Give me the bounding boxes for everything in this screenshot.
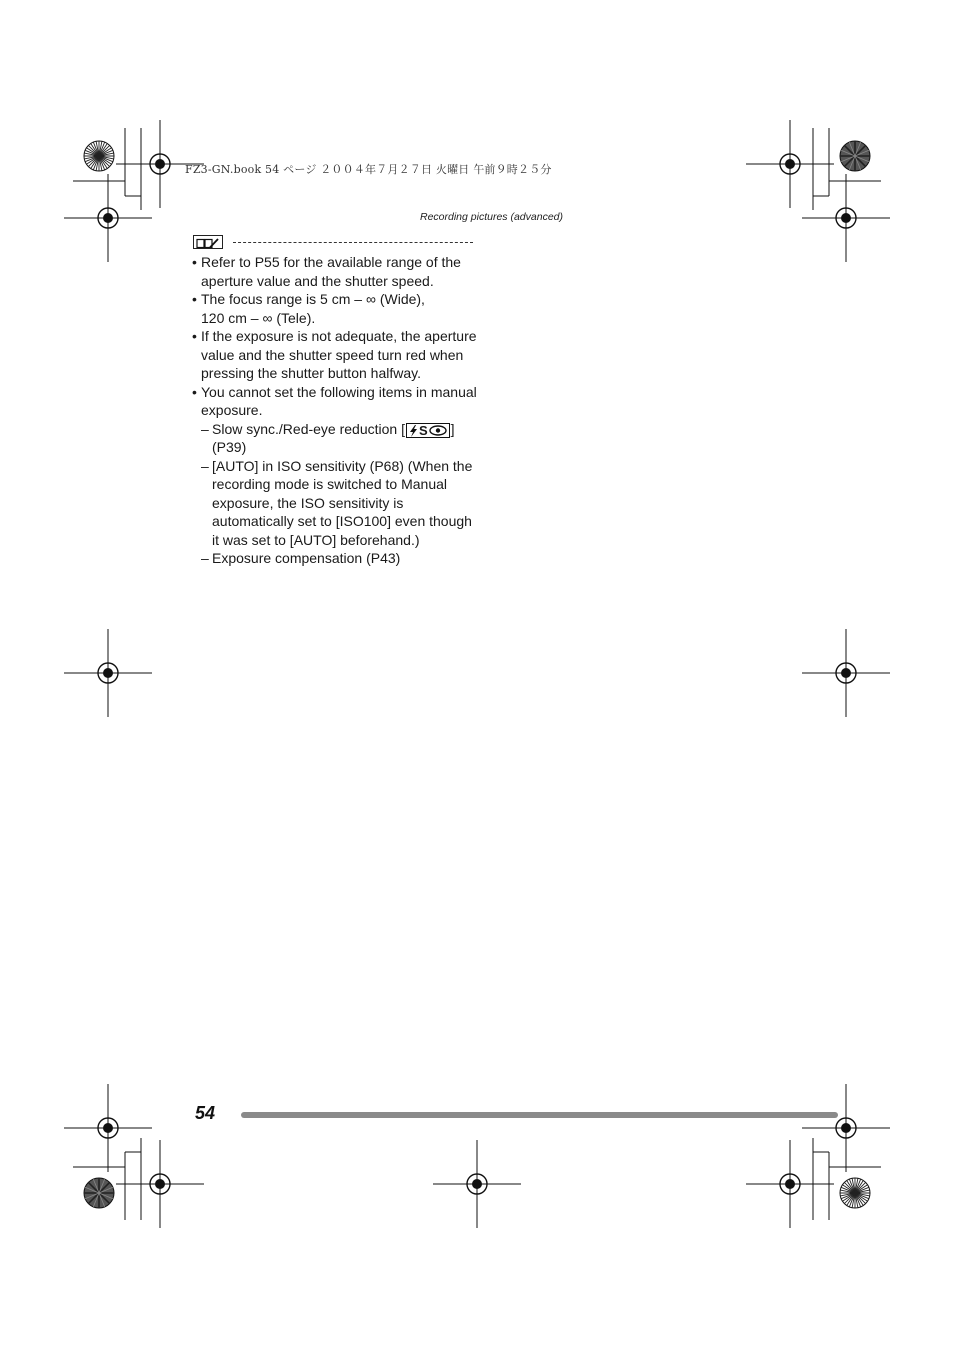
notes-list (192, 253, 482, 568)
print-header: FZ3-GN.book 54 ページ ２００４年７月２７日 火曜日 午前９時２５分 (185, 163, 552, 176)
note-manual-exposure-limits (192, 383, 482, 420)
bullet: • (192, 254, 197, 270)
note-text: You cannot set the following items in manual exposure. (201, 383, 477, 418)
sub-text-before: Slow sync./Red-eye reduction [ (212, 420, 405, 437)
note-text: Refer to P55 for the available range of the aperture value and the shutter speed. (201, 254, 461, 289)
dash: – (201, 457, 209, 474)
sub-text: Exposure compensation (P43) (212, 550, 401, 566)
note-icon (193, 235, 223, 249)
flash-slow-sync-red-eye-icon (406, 423, 450, 438)
dashed-divider (233, 242, 473, 243)
bullet: • (192, 383, 197, 400)
sub-text-after: ] (P39) (212, 420, 455, 455)
note-text-line2: 120 cm – ∞ (Tele). (201, 309, 316, 326)
dash: – (201, 420, 209, 437)
bullet: • (192, 328, 197, 344)
sub-item-exposure-compensation (192, 549, 482, 568)
page-number: 54 (195, 1103, 216, 1123)
note-aperture-range (192, 253, 482, 290)
flash-icon-letter: S (418, 422, 428, 438)
note-exposure-warning (192, 327, 482, 383)
note-focus-range (192, 290, 482, 327)
note-header (193, 234, 478, 252)
sub-text: [AUTO] in ISO sensitivity (P68) (When the recording mode is switched to Manual exposure, the ISO sensitivity is automatically set to [ISO100] even though it was set to [AUTO] beforehand.) (212, 457, 473, 548)
sub-item-iso-auto (192, 457, 482, 550)
footer-rule (241, 1112, 838, 1118)
section-title: Recording pictures (advanced) (420, 211, 563, 223)
bullet: • (192, 291, 197, 307)
note-text: If the exposure is not adequate, the aperture value and the shutter speed turn red when pressing the shutter button halfway. (201, 328, 477, 381)
note-text-line1: The focus range is 5 cm – ∞ (Wide), (201, 291, 425, 307)
sub-item-flash (192, 420, 482, 457)
dash: – (201, 550, 209, 566)
